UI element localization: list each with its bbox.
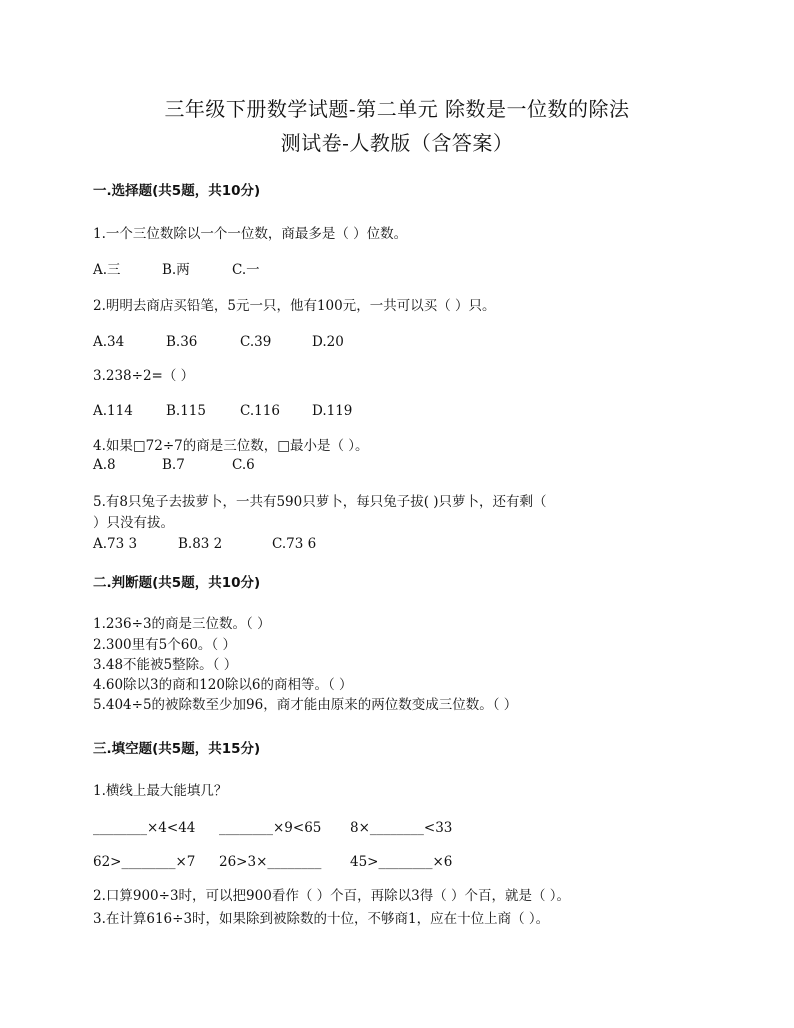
choice-q4-option-b: B.7 bbox=[162, 457, 185, 473]
choice-q5-option-c: C.73 6 bbox=[272, 536, 317, 552]
fill-q1-blank-6: 45>________×6 bbox=[350, 854, 453, 870]
choice-q3-option-b: B.115 bbox=[166, 403, 206, 419]
choice-q5-option-a: A.73 3 bbox=[93, 536, 138, 552]
fill-q1-blank-2: ________×9<65 bbox=[219, 820, 322, 836]
choice-q2-option-d: D.20 bbox=[312, 334, 344, 350]
choice-q2-option-b: B.36 bbox=[166, 334, 198, 350]
choice-q4-option-c: C.6 bbox=[232, 457, 255, 473]
judge-item-5: 5.404÷5的被除数至少加96，商才能由原来的两位数变成三位数。（ ） bbox=[93, 697, 518, 713]
section-heading-judge: 二.判断题(共5题，共10分) bbox=[93, 575, 261, 591]
fill-q1-blank-1: ________×4<44 bbox=[93, 820, 196, 836]
choice-q1-text: 1.一个三位数除以一个一位数，商最多是（ ）位数。 bbox=[93, 226, 408, 242]
judge-item-1: 1.236÷3的商是三位数。（ ） bbox=[93, 616, 271, 632]
fill-q2-text: 2.口算900÷3时，可以把900看作（ ）个百，再除以3得（ ）个百，就是（ ）。 bbox=[93, 888, 571, 904]
fill-q1-blank-3: 8×________<33 bbox=[350, 820, 453, 836]
choice-q1-option-a: A.三 bbox=[93, 262, 121, 278]
fill-q1-text: 1.横线上最大能填几？ bbox=[93, 783, 228, 799]
choice-q3-option-d: D.119 bbox=[312, 403, 353, 419]
section-heading-choice: 一.选择题(共5题，共10分) bbox=[93, 183, 261, 199]
choice-q3-text: 3.238÷2=（ ） bbox=[93, 368, 195, 384]
fill-q3-text: 3.在计算616÷3时，如果除到被除数的十位，不够商1，应在十位上商（ ）。 bbox=[93, 911, 550, 927]
choice-q5-text-line2: ）只没有拔。 bbox=[93, 515, 174, 531]
section-heading-fill: 三.填空题(共5题，共15分) bbox=[93, 741, 261, 757]
judge-item-3: 3.48不能被5整除。（ ） bbox=[93, 657, 238, 673]
judge-item-2: 2.300里有5个60。（ ） bbox=[93, 637, 236, 653]
page-title-line1: 三年级下册数学试题-第二单元 除数是一位数的除法 bbox=[164, 97, 630, 121]
choice-q3-option-c: C.116 bbox=[240, 403, 280, 419]
fill-q1-blank-5: 26>3×________ bbox=[219, 854, 322, 870]
choice-q2-text: 2.明明去商店买铅笔，5元一只，他有100元，一共可以买（ ）只。 bbox=[93, 298, 496, 314]
judge-item-4: 4.60除以3的商和120除以6的商相等。（ ） bbox=[93, 677, 353, 693]
fill-q1-blank-4: 62>________×7 bbox=[93, 854, 196, 870]
choice-q5-text-line1: 5.有8只兔子去拔萝卜，一共有590只萝卜，每只兔子拔( )只萝卜，还有剩（ bbox=[93, 494, 547, 510]
choice-q1-option-b: B.两 bbox=[162, 262, 190, 278]
choice-q4-option-a: A.8 bbox=[93, 457, 116, 473]
choice-q2-option-a: A.34 bbox=[93, 334, 125, 350]
page-title-line2: 测试卷-人教版（含答案） bbox=[280, 131, 514, 155]
choice-q1-option-c: C.一 bbox=[232, 262, 260, 278]
choice-q3-option-a: A.114 bbox=[93, 403, 133, 419]
choice-q4-text: 4.如果□72÷7的商是三位数，□最小是（ ）。 bbox=[93, 438, 369, 454]
choice-q5-option-b: B.83 2 bbox=[178, 536, 223, 552]
choice-q2-option-c: C.39 bbox=[240, 334, 272, 350]
